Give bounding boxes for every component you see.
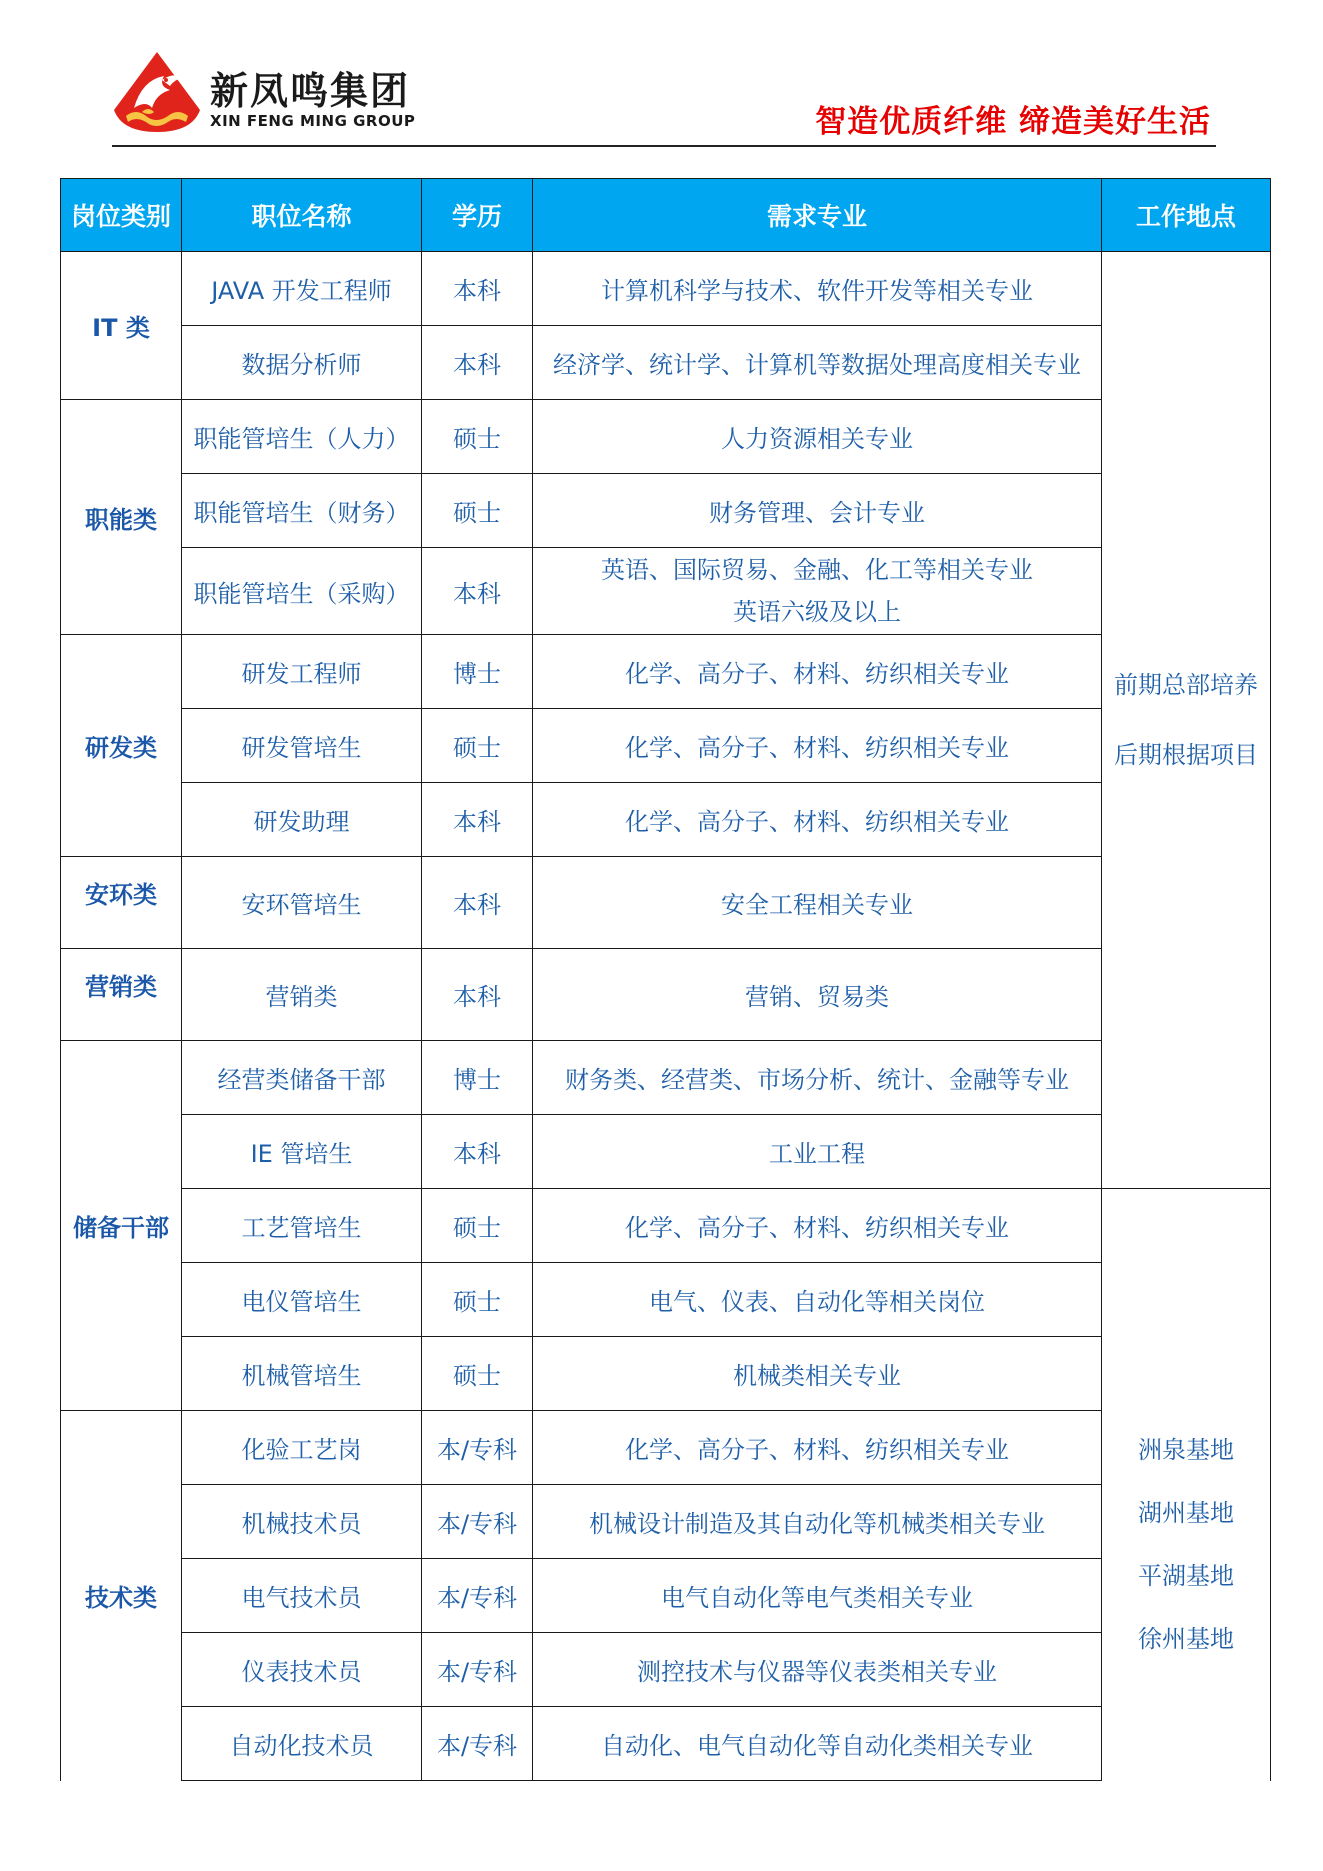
position-cell: 化验工艺岗 bbox=[182, 1411, 422, 1485]
degree-cell: 本科 bbox=[422, 1115, 533, 1189]
table-row bbox=[61, 1115, 1271, 1189]
table-row bbox=[61, 252, 1271, 326]
category-cell: 安环类 bbox=[61, 857, 182, 949]
major-cell: 人力资源相关专业 bbox=[533, 400, 1102, 474]
company-name-cn: 新凤鸣集团 bbox=[210, 69, 411, 113]
major-cell: 化学、高分子、材料、纺织相关专业 bbox=[533, 1189, 1102, 1263]
location-line: 后期根据项目 bbox=[1114, 741, 1258, 769]
position-cell: 自动化技术员 bbox=[182, 1707, 422, 1781]
degree-cell: 本/专科 bbox=[422, 1559, 533, 1633]
position-cell: 电气技术员 bbox=[182, 1559, 422, 1633]
category-cell: 职能类 bbox=[61, 400, 182, 635]
degree-cell: 硕士 bbox=[422, 400, 533, 474]
job-table bbox=[60, 178, 1271, 1781]
header-divider bbox=[112, 145, 1216, 147]
category-cell: IT 类 bbox=[61, 252, 182, 400]
page-header bbox=[0, 0, 1323, 150]
degree-cell: 本科 bbox=[422, 949, 533, 1041]
position-cell: 职能管培生（财务） bbox=[182, 474, 422, 548]
location-cell bbox=[1102, 1189, 1271, 1781]
phoenix-logo-icon bbox=[112, 50, 202, 134]
position-cell: 工艺管培生 bbox=[182, 1189, 422, 1263]
table-row bbox=[61, 1337, 1271, 1411]
degree-cell: 硕士 bbox=[422, 709, 533, 783]
major-cell: 电气自动化等电气类相关专业 bbox=[533, 1559, 1102, 1633]
degree-cell: 硕士 bbox=[422, 1189, 533, 1263]
major-cell: 测控技术与仪器等仪表类相关专业 bbox=[533, 1633, 1102, 1707]
position-cell: 仪表技术员 bbox=[182, 1633, 422, 1707]
position-cell: JAVA 开发工程师 bbox=[182, 252, 422, 326]
major-cell: 财务管理、会计专业 bbox=[533, 474, 1102, 548]
location-cell bbox=[1102, 252, 1271, 1189]
major-cell: 化学、高分子、材料、纺织相关专业 bbox=[533, 709, 1102, 783]
degree-cell: 本科 bbox=[422, 548, 533, 635]
degree-cell: 本/专科 bbox=[422, 1633, 533, 1707]
major-cell: 计算机科学与技术、软件开发等相关专业 bbox=[533, 252, 1102, 326]
location-line: 前期总部培养 bbox=[1114, 671, 1258, 699]
degree-cell: 硕士 bbox=[422, 1337, 533, 1411]
table-row bbox=[61, 326, 1271, 400]
degree-cell: 本科 bbox=[422, 252, 533, 326]
position-cell: 营销类 bbox=[182, 949, 422, 1041]
table-row bbox=[61, 1633, 1271, 1707]
degree-cell: 本科 bbox=[422, 857, 533, 949]
degree-cell: 本/专科 bbox=[422, 1411, 533, 1485]
position-cell: 研发工程师 bbox=[182, 635, 422, 709]
category-cell: 研发类 bbox=[61, 635, 182, 857]
major-cell: 化学、高分子、材料、纺织相关专业 bbox=[533, 1411, 1102, 1485]
major-cell: 化学、高分子、材料、纺织相关专业 bbox=[533, 635, 1102, 709]
company-slogan: 智造优质纤维 缔造美好生活 bbox=[815, 104, 1211, 140]
position-cell: 机械管培生 bbox=[182, 1337, 422, 1411]
major-cell: 安全工程相关专业 bbox=[533, 857, 1102, 949]
table-row bbox=[61, 474, 1271, 548]
company-name-en: XIN FENG MING GROUP bbox=[210, 112, 416, 130]
position-cell: 职能管培生（采购） bbox=[182, 548, 422, 635]
position-cell: 数据分析师 bbox=[182, 326, 422, 400]
degree-cell: 博士 bbox=[422, 635, 533, 709]
position-cell: 研发管培生 bbox=[182, 709, 422, 783]
table-row bbox=[61, 857, 1271, 949]
major-cell: 自动化、电气自动化等自动化类相关专业 bbox=[533, 1707, 1102, 1781]
major-cell: 机械类相关专业 bbox=[533, 1337, 1102, 1411]
table-header-row bbox=[61, 179, 1271, 252]
degree-cell: 硕士 bbox=[422, 474, 533, 548]
degree-cell: 本科 bbox=[422, 326, 533, 400]
major-cell bbox=[533, 548, 1102, 635]
degree-cell: 硕士 bbox=[422, 1263, 533, 1337]
category-cell: 营销类 bbox=[61, 949, 182, 1041]
major-line: 英语六级及以上 bbox=[733, 598, 901, 626]
table-row bbox=[61, 548, 1271, 635]
degree-cell: 本科 bbox=[422, 783, 533, 857]
header-position: 职位名称 bbox=[182, 179, 422, 252]
location-line: 徐州基地 bbox=[1138, 1624, 1234, 1653]
table-row bbox=[61, 1189, 1271, 1263]
table-row bbox=[61, 1263, 1271, 1337]
category-cell: 技术类 bbox=[61, 1411, 182, 1781]
position-cell: 经营类储备干部 bbox=[182, 1041, 422, 1115]
major-cell: 机械设计制造及其自动化等机械类相关专业 bbox=[533, 1485, 1102, 1559]
table-row bbox=[61, 1411, 1271, 1485]
header-location: 工作地点 bbox=[1102, 179, 1271, 252]
table-row bbox=[61, 949, 1271, 1041]
header-degree: 学历 bbox=[422, 179, 533, 252]
table-row bbox=[61, 400, 1271, 474]
position-cell: 研发助理 bbox=[182, 783, 422, 857]
table-row bbox=[61, 1041, 1271, 1115]
major-line: 英语、国际贸易、金融、化工等相关专业 bbox=[601, 556, 1033, 584]
position-cell: 安环管培生 bbox=[182, 857, 422, 949]
position-cell: 机械技术员 bbox=[182, 1485, 422, 1559]
header-category: 岗位类别 bbox=[61, 179, 182, 252]
major-cell: 工业工程 bbox=[533, 1115, 1102, 1189]
location-line: 洲泉基地 bbox=[1138, 1435, 1234, 1464]
position-cell: IE 管培生 bbox=[182, 1115, 422, 1189]
header-major: 需求专业 bbox=[533, 179, 1102, 252]
position-cell: 电仪管培生 bbox=[182, 1263, 422, 1337]
major-cell: 经济学、统计学、计算机等数据处理高度相关专业 bbox=[533, 326, 1102, 400]
location-line: 湖州基地 bbox=[1138, 1498, 1234, 1527]
degree-cell: 本/专科 bbox=[422, 1707, 533, 1781]
table-row bbox=[61, 1707, 1271, 1781]
location-line: 平湖基地 bbox=[1138, 1561, 1234, 1590]
category-cell: 储备干部 bbox=[61, 1041, 182, 1411]
table-row bbox=[61, 1485, 1271, 1559]
table-row bbox=[61, 635, 1271, 709]
table-row bbox=[61, 783, 1271, 857]
degree-cell: 博士 bbox=[422, 1041, 533, 1115]
major-cell: 营销、贸易类 bbox=[533, 949, 1102, 1041]
major-cell: 化学、高分子、材料、纺织相关专业 bbox=[533, 783, 1102, 857]
major-cell: 电气、仪表、自动化等相关岗位 bbox=[533, 1263, 1102, 1337]
degree-cell: 本/专科 bbox=[422, 1485, 533, 1559]
table-row bbox=[61, 1559, 1271, 1633]
table-row bbox=[61, 709, 1271, 783]
major-cell: 财务类、经营类、市场分析、统计、金融等专业 bbox=[533, 1041, 1102, 1115]
position-cell: 职能管培生（人力） bbox=[182, 400, 422, 474]
